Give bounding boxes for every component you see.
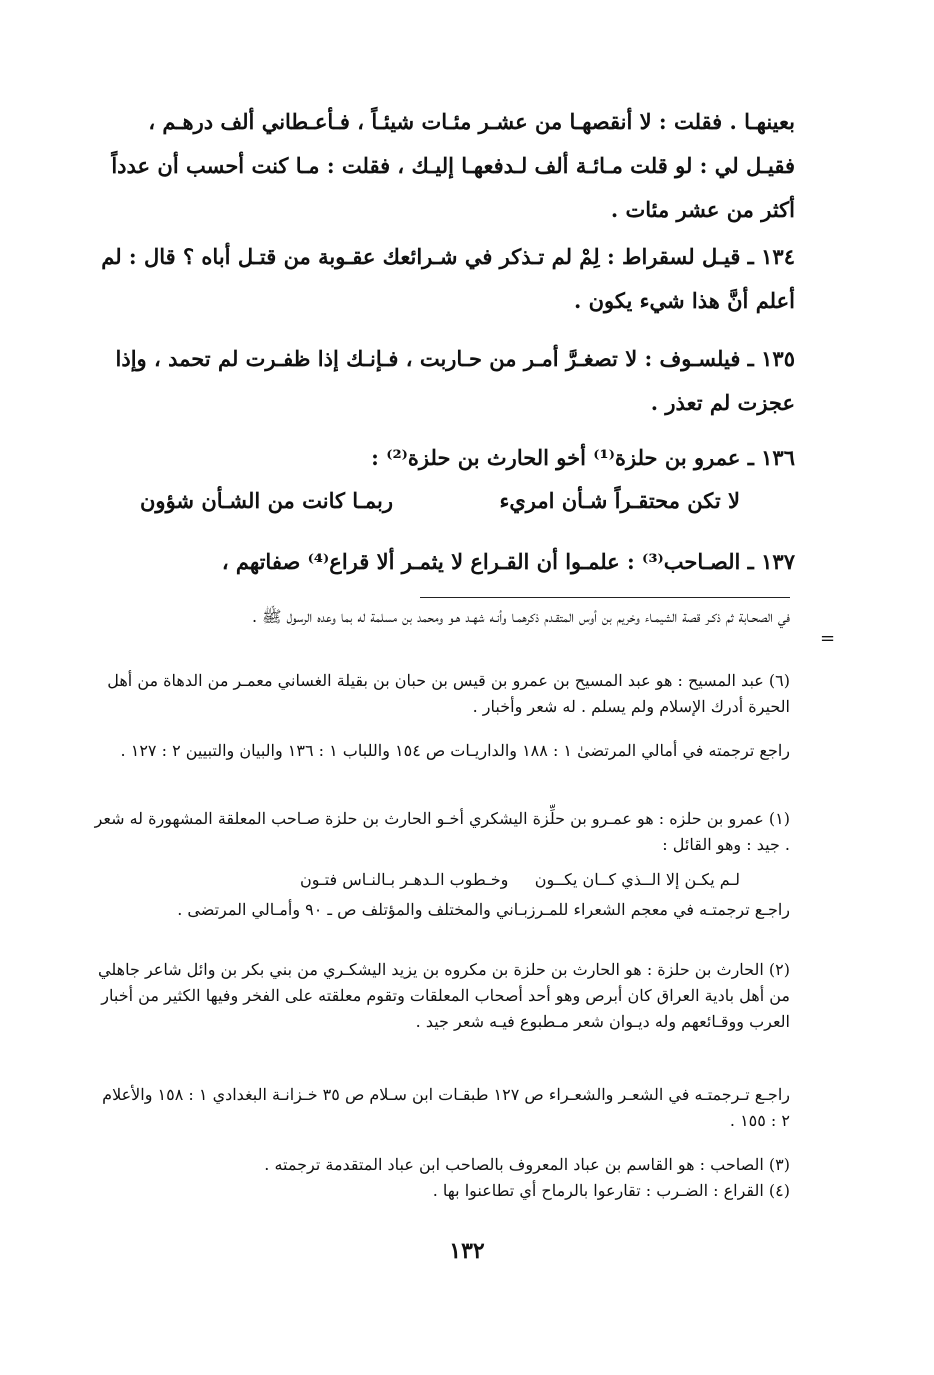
entry-136 (95, 436, 795, 480)
footnote-text: (٢) الحارث بن حلزة : هو الحارث بن حلزة بن مكروه بن يزيد اليشكـري من بني بكر بن وائل شاعر جاهلي من أهل بادية العراق كان أبرص وهو أحد أصحاب المعلقات وتقوم معلقته على الفخر وفيها الكثير من أخبار العرب ووقـائعهم وله ديـوان شعر مـطبوع فيـه شعر جيد . (98, 960, 790, 1031)
poem-verse (140, 488, 740, 513)
footnote-3 (90, 1152, 790, 1178)
continuation-mark: = (820, 628, 836, 649)
entry-137 (95, 540, 795, 584)
entry-text: ١٣٧ ـ الصـاحب⁽³⁾ : علمـوا أن القـراع لا يثمـر ألا قراع⁽⁴⁾ صفاتهم ، (221, 549, 795, 574)
footnote-6-reference (90, 738, 790, 764)
entry-text: ١٣٥ ـ فيلسـوف : لا تصغـرَّ أمـر من حـاربت ، فـإنـك إذا ظفـرت لم تحمد ، وإذا عجزت لم تعذر . (115, 346, 795, 415)
verse-hemistich-right: لا تكن محتقـراً شـأن امريء (499, 488, 740, 513)
footnote-continuation (90, 604, 790, 630)
entry-134 (95, 235, 795, 323)
footnote-2-reference (90, 1082, 790, 1134)
entry-text: ١٣٦ ـ عمرو بن حلزة⁽¹⁾ أخو الحارث بن حلزة⁽²⁾ : (371, 445, 795, 470)
footnote-text: (١) عمرو بن حلزه : هو عمـرو بن حلِّزة اليشكري أخـو الحارث بن حلزة صـاحب المعلقة المشهورة له شعر . جيد : وهو القائل : (94, 809, 790, 854)
footnote-text: في الصحـابة ثم ذكـر قصة الشيمـاء وخريم بن أوس المتقـدم ذكرهمـا وأنـه شهـد هـو ومحمد بن مسلمة له بما وعده الرسول ﷺ . (251, 607, 790, 626)
footnote-text: راجـع تـرجمتـه في الشعـر والشعـراء ص ١٢٧ طبقـات ابن سـلام ص ٣٥ خـزانـة البغدادي ١ : ١٥٨ والأعلام ٢ : ١٥٥ . (102, 1085, 790, 1130)
footnote-text: (٦) عبد المسيح : هو عبد المسيح بن عمرو بن قيس بن حبان بن بقيلة الغساني معمـر من الدهاة من أهل الحيرة أدرك الإسلام ولم يسلم . له شعر وأخبار . (107, 671, 790, 716)
footnote-1 (90, 806, 790, 858)
footnote-1-reference (90, 897, 790, 923)
footnote-2 (90, 957, 790, 1035)
footnote-4 (90, 1178, 790, 1204)
entry-135 (95, 337, 795, 425)
footnote-text: (٤) القراع : الضـرب : تقارعوا بالرماح أي تطاعنوا بها . (432, 1181, 790, 1200)
verse-hemistich-right: لـم يكـن إلا الــذي كــان يكــون (534, 870, 740, 889)
footnote-1-verse (300, 870, 740, 889)
footnote-text: (٣) الصاحب : هو القاسم بن عباد المعروف بالصاحب ابن عباد المتقدمة ترجمته . (264, 1155, 790, 1174)
entry-text: ١٣٤ ـ قيـل لسقراط : لِمْ لم تـذكر في شـرائعك عقـوبة من قتـل أباه ؟ قال : لم أعلم أنَّ هذا شيء يكون . (101, 244, 795, 313)
footnote-divider (420, 597, 790, 598)
footnote-6 (90, 668, 790, 720)
footnote-text: راجع ترجمته في أمالي المرتضىٰ ١ : ١٨٨ والداريـات ص ١٥٤ واللباب ١ : ١٣٦ والبيان والتبيين ٢ : ١٢٧ . (120, 741, 790, 760)
footnote-text: راجـع ترجمتـه في معجم الشعراء للمـرزبـاني والمختلف والمؤتلف ص ـ ٩٠ وأمـالي المرتضى . (177, 900, 790, 919)
page-number: ١٣٢ (449, 1238, 485, 1264)
paragraph-continuation (95, 100, 795, 232)
paragraph-text: بعينهـا . فقلت : لا أنقصهـا من عشـر مئـات شيئـاً ، فـأعـطاني ألف درهـم ، فقيـل لي : لو قلت مـائـة ألف لـدفعهـا إليـك ، فقلت : مـا كنت أحسب أن عدداً أكثر من عشر مئات . (111, 109, 795, 222)
verse-hemistich-left: وخـطوب الـدهـر بـالنـاس فتـون (300, 870, 509, 889)
verse-hemistich-left: ربمـا كانت من الشـأن شؤون (140, 488, 393, 513)
